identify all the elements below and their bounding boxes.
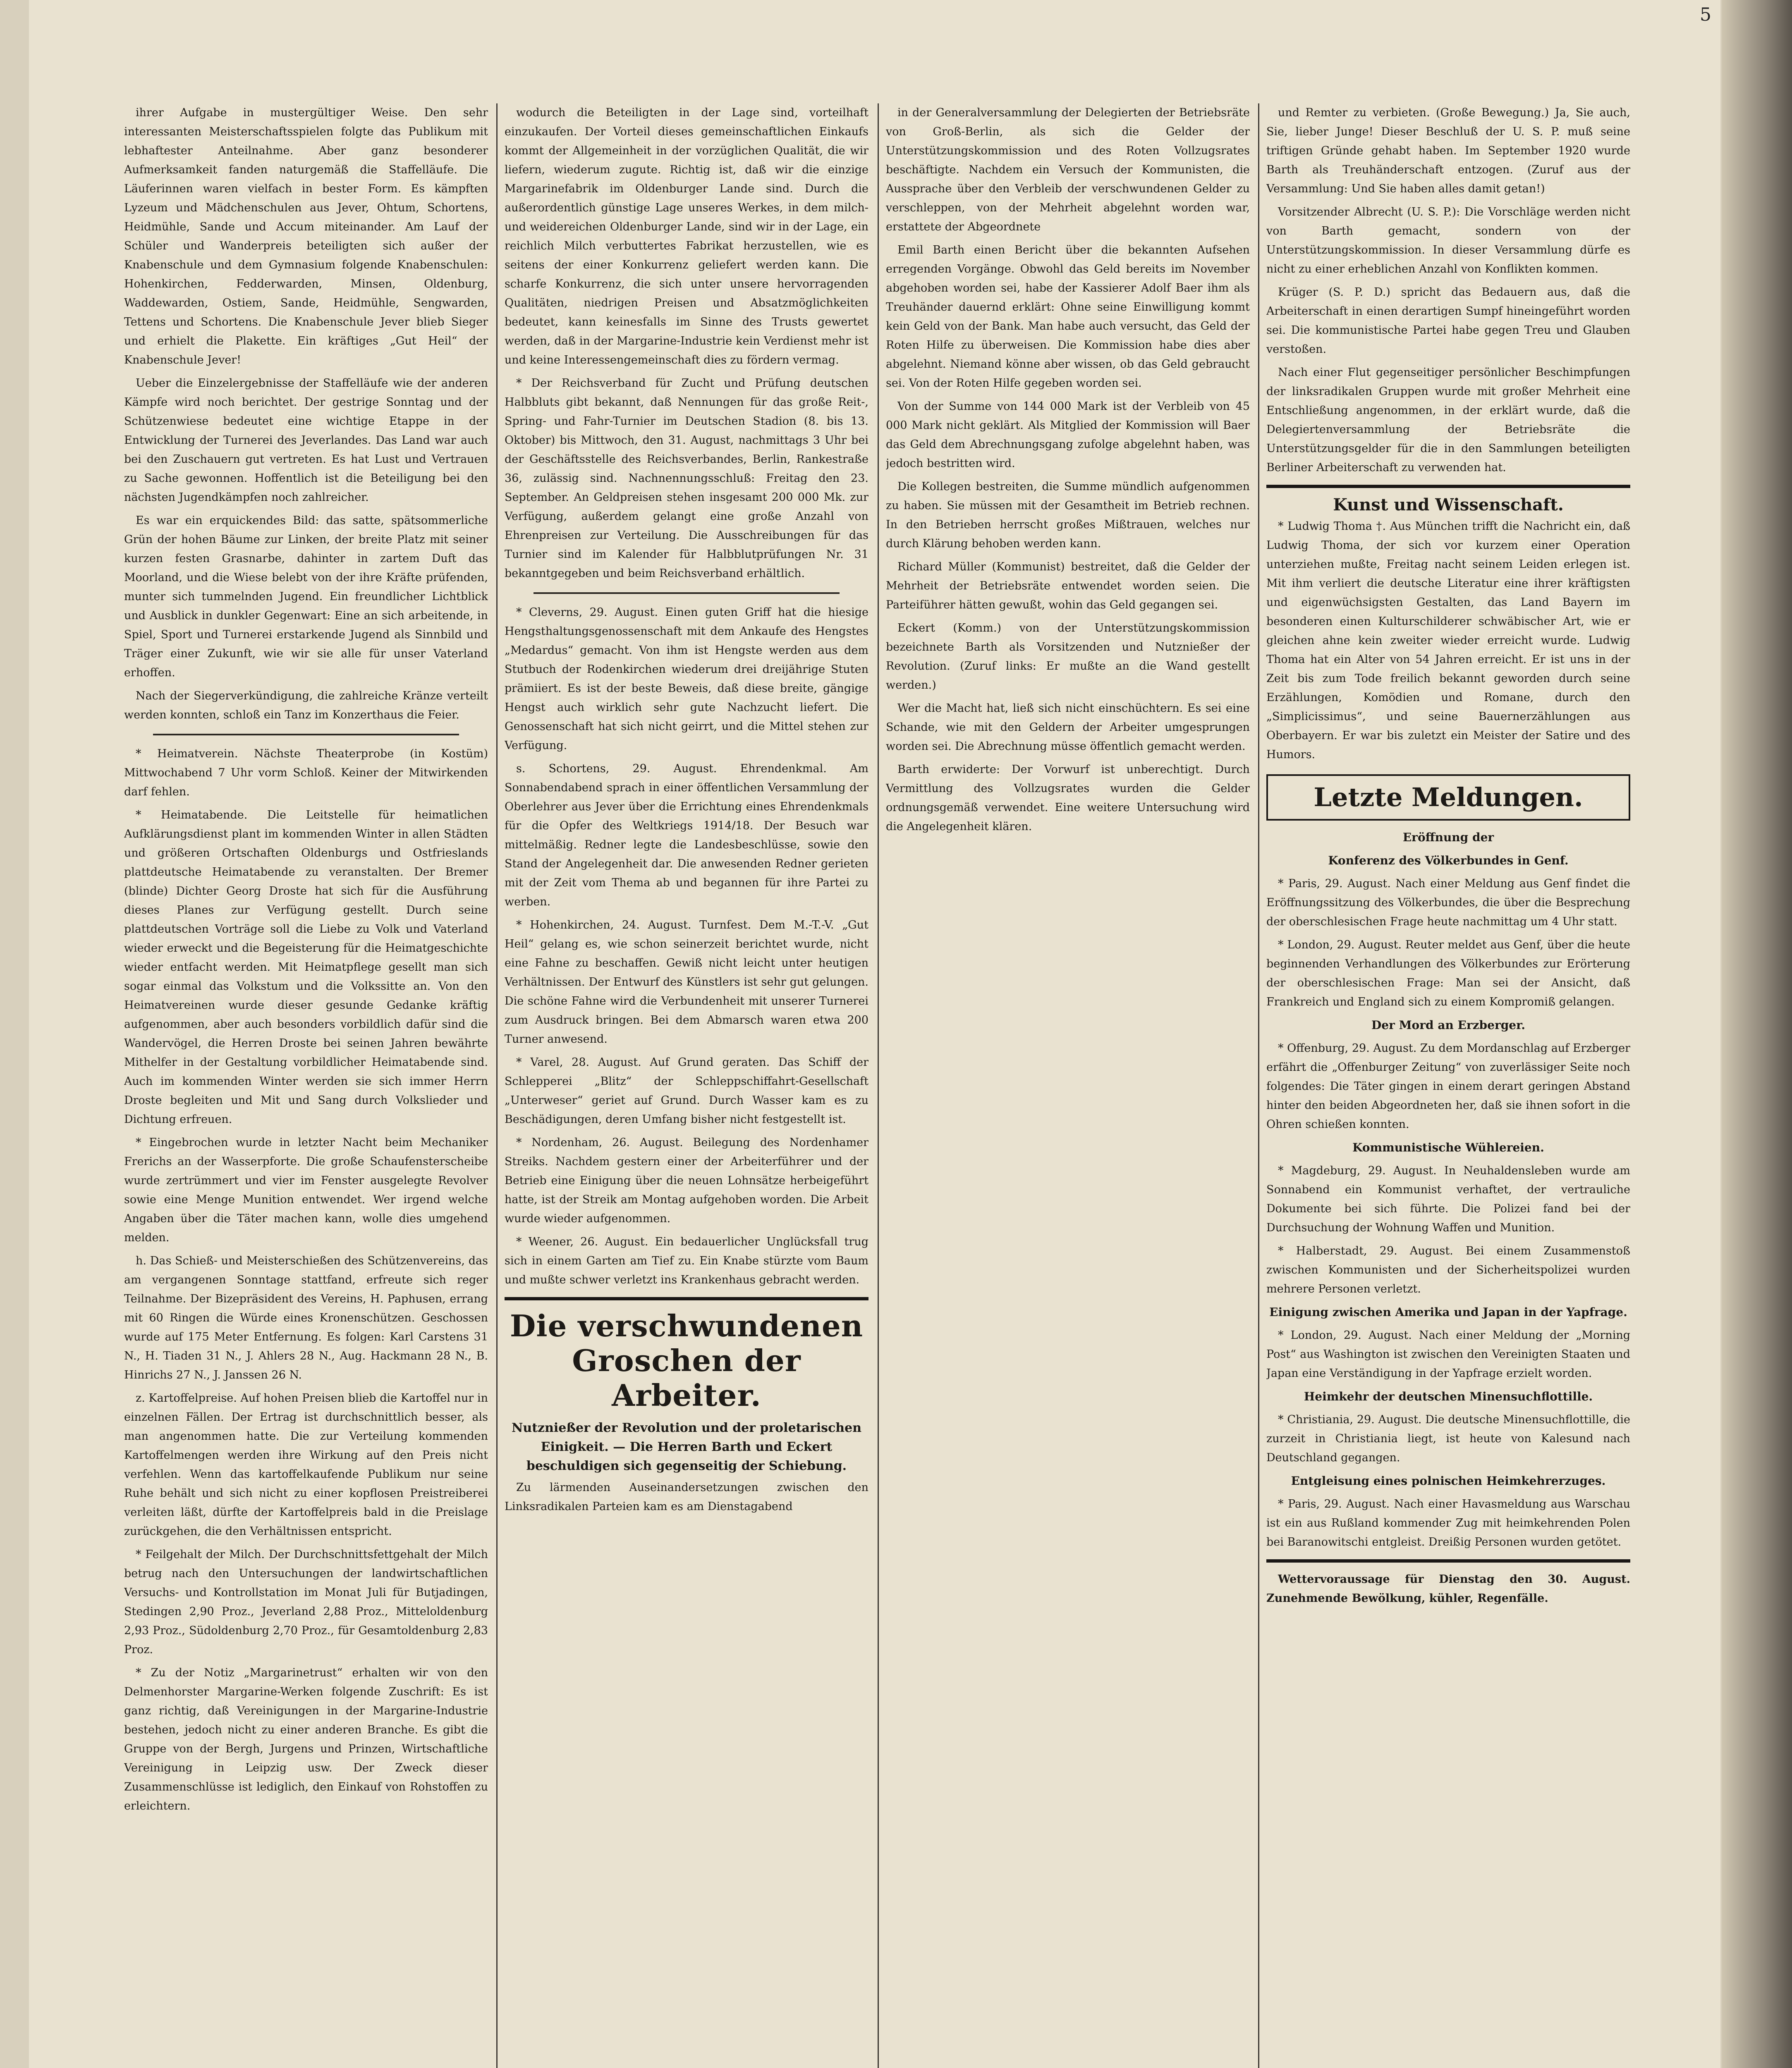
column-divider	[496, 103, 498, 2068]
article-text: Nach einer Flut gegenseitiger persönlicher Beschimpfungen der linksradikalen Gruppen wurde mit großer Mehrheit eine Entschließung angenommen, in der erklärt wurde, daß die Delegiertenversammlung der Betriebsräte die Unterstützungsgelder für die in den Sammlungen beteiligten Berliner Arbeiterschaft zu verwenden hat.	[1266, 366, 1630, 474]
weather-forecast: Wettervoraussage für Dienstag den 30. August. Zunehmende Bewölkung, kühler, Regenfälle.	[1266, 1573, 1630, 1605]
local-news-item: * Cleverns, 29. August. Einen guten Griff hat die hiesige Hengsthaltungsgenossenschaft mit dem Ankaufe des Hengstes „Medardus“ gemacht. Von ihm ist Hengste werden aus dem Stutbuch der Rodenkirchen wiederum drei dreijährige Stuten prämiiert. Es ist der beste Beweis, daß diese breite, gängige Hengst auch wirklich sehr gute Nachzucht liefert. Die Genossenschaft hat sich nicht geirrt, und die Mittel stehen zur Verfügung.	[505, 606, 868, 752]
latest-news-heading: Letzte Meldungen.	[1266, 774, 1630, 821]
divider	[1266, 1559, 1630, 1563]
local-news-item: * Eingebrochen wurde in letzter Nacht beim Mechaniker Frerichs an der Wasserpforte. Die große Schaufensterscheibe wurde zertrümmert und vier im Fenster ausgelegte Revolver sowie eine Menge Munition entwendet. Wer irgend welche Angaben über die Täter machen kann, wolle dies umgehend melden.	[124, 1136, 488, 1244]
divider	[505, 1297, 868, 1300]
news-item: * Halberstadt, 29. August. Bei einem Zusammenstoß zwischen Kommunisten und der Sicherheitspolizei wurden mehrere Personen verletzt.	[1266, 1245, 1630, 1295]
news-subheading: Entgleisung eines polnischen Heimkehrerzuges.	[1291, 1474, 1606, 1488]
column-2	[505, 103, 868, 2068]
section-heading: Kunst und Wissenschaft.	[1333, 495, 1564, 515]
local-news-item: * Hohenkirchen, 24. August. Turnfest. Dem M.-T.-V. „Gut Heil“ gelang es, wie schon seinerzeit berichtet wurde, nicht eine Fahne zu beschaffen. Gewiß nicht leicht unter heutigen Verhältnissen. Der Entwurf des Künstlers ist sehr gut gelungen. Die schöne Fahne wird die Verbundenheit mit unserer Turnerei zum Ausdruck bringen. Bei dem Abmarsch waren etwa 200 Turner anwesend.	[505, 919, 868, 1046]
article-text: Von der Summe von 144 000 Mark ist der Verbleib von 45 000 Mark nicht geklärt. Als Mitglied der Kommission will Baer das Geld dem Abrechnungsgang zufolge abgelehnt haben, was jedoch bestritten wird.	[886, 400, 1250, 470]
column-1	[124, 103, 488, 2068]
article-text: Vorsitzender Albrecht (U. S. P.): Die Vorschläge werden nicht von Barth gemacht, sondern von der Unterstützungskommission. In dieser Versammlung dürfe es nicht zu einer erheblichen Anzahl von Konflikten kommen.	[1266, 206, 1630, 275]
article-text: wodurch die Beteiligten in der Lage sind, vorteilhaft einzukaufen. Der Vorteil dieses gemeinschaftlichen Einkaufs kommt der Allgemeinheit in der vorzüglichen Qualität, die wir liefern, wiederum zugute. Richtig ist, daß wir die einzige Margarinefabrik im Oldenburger Lande sind. Durch die außerordentlich günstige Lage unseres Werkes, in dem milch- und weidereichen Oldenburger Lande, sind wir in der Lage, ein reichlich Milch verbuttertes Fabrikat herzustellen, wie es seitens der einer Konkurrenz geliefert werden kann. Die scharfe Konkurrenz, die sich unter unsere hervorragenden Qualitäten, niedrigen Preisen und Absatzmöglichkeiten bedeutet, kann keinesfalls im Sinne des Trusts gewertet werden, daß in der Margarine-Industrie kein Verdienst mehr ist und keine Interessengemeinschaft dies zu fördern vermag.	[505, 106, 868, 366]
local-news-item: * Nordenham, 26. August. Beilegung des Nordenhamer Streiks. Nachdem gestern einer der Arbeiterführer und der Betrieb eine Einigung über die neuen Lohnsätze herbeigeführt hatte, ist der Streik am Montag aufgehoben worden. Die Arbeit wurde wieder aufgenommen.	[505, 1136, 868, 1225]
local-news-item: * Feilgehalt der Milch. Der Durchschnittsfettgehalt der Milch betrug nach den Untersuchungen der landwirtschaftlichen Versuchs- und Kontrollstation im Monat Juli für Butjadingen, Stedingen 2,90 Proz., Jeverland 2,88 Proz., Mitteloldenburg 2,93 Proz., Südoldenburg 2,70 Proz., für Gesamtoldenburg 2,83 Proz.	[124, 1548, 488, 1656]
local-news-item: * Der Reichsverband für Zucht und Prüfung deutschen Halbbluts gibt bekannt, daß Nennungen für das große Reit-, Spring- und Fahr-Turnier im Deutschen Stadion (8. bis 13. Oktober) bis Mittwoch, den 31. August, nachmittags 3 Uhr bei der Geschäftsstelle des Reichsverbandes, Berlin, Rankestraße 36, zulässig sind. Nachnennungsschluß: Freitag den 23. September. An Geldpreisen stehen insgesamt 200 000 Mk. zur Verfügung, außerdem gelangt eine große Anzahl von Ehrenpreisen zur Verteilung. Die Ausschreibungen für das Turnier sind im Kalender für Halbblutprüfungen Nr. 31 bekanntgegeben und beim Reichsverband erhältlich.	[505, 377, 868, 580]
news-item: * Magdeburg, 29. August. In Neuhaldensleben wurde am Sonnabend ein Kommunist verhaftet, der vertrauliche Dokumente bei sich führte. Die Polizei fand bei der Durchsuchung der Wohnung Waffen und Munition.	[1266, 1164, 1630, 1234]
column-divider	[878, 103, 879, 2068]
news-item: * Christiania, 29. August. Die deutsche Minensuchflottille, die zurzeit in Christiania liegt, ist heute von Kalesund nach Deutschland gegangen.	[1266, 1413, 1630, 1464]
column-3	[886, 103, 1250, 2068]
article-text: Richard Müller (Kommunist) bestreitet, daß die Gelder der Mehrheit der Betriebsräte entwendet worden seien. Die Parteiführer hätten gewußt, wohin das Geld gegangen sei.	[886, 560, 1250, 611]
news-item: * London, 29. August. Nach einer Meldung der „Morning Post“ aus Washington ist zwischen den Vereinigten Staaten und Japan eine Verständigung in der Yapfrage erzielt worden.	[1266, 1329, 1630, 1380]
article-text: ihrer Aufgabe in mustergültiger Weise. Den sehr interessanten Meisterschaftsspielen folgte das Publikum mit lebhaftester Anteilnahme. Aber ganz besonderer Aufmerksamkeit fanden naturgemäß die Staffelläufe. Die Läuferinnen waren vielfach in bester Form. Es kämpften Lyzeum und Mädchenschulen aus Jever, Ohtum, Schortens, Heidmühle, Sande und Accum miteinander. Am Lauf der Schüler und Wanderpreis beteiligten sich außer der Knabenschule und dem Gymnasium folgende Knabenschulen: Hohenkirchen, Fedderwarden, Minsen, Oldenburg, Waddewarden, Ostiem, Sande, Heidmühle, Sengwarden, Tettens und Schortens. Die Knabenschule Jever blieb Sieger und erhielt die Plakette. Ein kräftiges „Gut Heil“ der Knabenschule Jever!	[124, 106, 488, 366]
article-text: Emil Barth einen Bericht über die bekannten Aufsehen erregenden Vorgänge. Obwohl das Geld bereits im November abgehoben worden sei, habe der Kassierer Adolf Baer ihm als Treuhänder dauernd erklärt: Ohne seine Einwilligung kommt kein Geld von der Bank. Man habe auch versucht, das Geld der Roten Hilfe zu überweisen. Die Kommission habe dies aber abgelehnt. Niemand könne aber wissen, ob das Geld gebraucht sei. Von der Roten Hilfe gegeben worden sei.	[886, 244, 1250, 390]
local-news-item: * Heimatabende. Die Leitstelle für heimatlichen Aufklärungsdienst plant im kommenden Winter in allen Städten und größeren Ortschaften Oldenburgs und Ostfrieslands plattdeutsche Heimatabende zu veranstalten. Der Bremer (blinde) Dichter Georg Droste hat sich für die Ausführung dieses Planes zur Verfügung gestellt. Durch seine plattdeutschen Vorträge soll die Liebe zu Volk und Vaterland wieder erweckt und die Begeisterung für die Heimatgeschichte wieder entfacht werden. Mit Heimatpflege gesellt man sich sogar einmal das Volkstum und die Volkssitte an. Von den Heimatvereinen wurde dieser gesunde Gedanke kräftig aufgenommen, aber auch besonders vorbildlich dafür sind die Wandervögel, die Herren Droste bei seinen Jahren bewährte Mithelfer in der Gestaltung vorbildlicher Heimatabende sind. Auch im kommenden Winter werden sie sich immer Herrn Droste begleiten und Mit und Sang durch Volkslieder und Dichtung erfreuen.	[124, 809, 488, 1126]
column-divider	[1258, 103, 1259, 2068]
news-subheading: Einigung zwischen Amerika und Japan in der Yapfrage.	[1269, 1305, 1627, 1319]
article-text: Ueber die Einzelergebnisse der Staffelläufe wie der anderen Kämpfe wird noch berichtet. Der gestrige Sonntag und der Schützenwiese bedeutet eine wichtige Etappe in der Entwicklung der Turnerei des Jeverlandes. Das Land war auch bei den Zuschauern gut vertreten. Es hat Lust und Vertrauen zu Sache gewonnen. Hoffentlich ist die Beteiligung bei den nächsten Jugendkämpfen noch zahlreicher.	[124, 377, 488, 504]
news-subheading: Konferenz des Völkerbundes in Genf.	[1328, 854, 1569, 867]
article-subheadline: Nutznießer der Revolution und der proletarischen Einigkeit. — Die Herren Barth und Eckert beschuldigen sich gegenseitig der Schiebung.	[511, 1421, 862, 1473]
newspaper-page	[29, 0, 1720, 2068]
local-news-item: * Varel, 28. August. Auf Grund geraten. Das Schiff der Schlepperei „Blitz“ der Schleppschiffahrt-Gesellschaft „Unterweser“ geriet auf Grund. Durch Wasser kam es zu Beschädigungen, deren Umfang bisher nicht festgestellt ist.	[505, 1056, 868, 1126]
article-text: und Remter zu verbieten. (Große Bewegung.) Ja, Sie auch, Sie, lieber Junge! Dieser Beschluß der U. S. P. muß seine triftigen Gründe gehabt haben. Im September 1920 wurde Barth als Treuhänderschaft entzogen. (Zuruf aus der Versammlung: Und Sie haben alles damit getan!)	[1266, 106, 1630, 195]
article-headline: Die verschwundenen Groschen der Arbeiter.	[510, 1308, 864, 1413]
divider	[1266, 485, 1630, 488]
local-news-item: * Weener, 26. August. Ein bedauerlicher Unglücksfall trug sich in einem Garten am Tief zu. Ein Knabe stürzte vom Baum und mußte schwer verletzt ins Krankenhaus gebracht werden.	[505, 1235, 868, 1286]
article-text: Barth erwiderte: Der Vorwurf ist unberechtigt. Durch Vermittlung des Vollzugsrates wurden die Gelder ordnungsgemäß verwendet. Eine weitere Untersuchung wird die Angelegenheit klären.	[886, 763, 1250, 833]
news-subheading: Der Mord an Erzberger.	[1371, 1018, 1526, 1032]
news-subheading: Heimkehr der deutschen Minensuchflottille.	[1304, 1390, 1593, 1403]
local-news-item: z. Kartoffelpreise. Auf hohen Preisen blieb die Kartoffel nur in einzelnen Fällen. Der Ertrag ist durchschnittlich besser, als man angenommen hatte. Die zur Verteilung kommenden Kartoffelmengen werden ihre Wirkung auf den Preis nicht verfehlen. Wenn das kartoffelkaufende Publikum nur seine Ruhe behält und sich nicht zu einer kopflosen Preistreiberei verleiten läßt, dürfte der Kartoffelpreis bald in die Preislage zurückgehen, die den Verhältnissen entspricht.	[124, 1392, 488, 1538]
local-news-item: * Heimatverein. Nächste Theaterprobe (in Kostüm) Mittwochabend 7 Uhr vorm Schloß. Keiner der Mitwirkenden darf fehlen.	[124, 747, 488, 798]
local-news-item: h. Das Schieß- und Meisterschießen des Schützenvereins, das am vergangenen Sonntage stattfand, erfreute sich reger Teilnahme. Der Bizepräsident des Vereins, H. Paphusen, errang mit 60 Ringen die Würde eines Kronenschützen. Geschossen wurde auf 175 Meter Entfernung. Es folgen: Karl Carstens 31 N., H. Tiaden 31 N., J. Ahlers 28 N., Aug. Hackmann 28 N., B. Hinrichs 27 N., J. Janssen 26 N.	[124, 1254, 488, 1381]
article-text: Wer die Macht hat, ließ sich nicht einschüchtern. Es sei eine Schande, wie mit den Geldern der Arbeiter umgesprungen worden sei. Die Abrechnung müsse öffentlich gemacht werden.	[886, 702, 1250, 753]
article-text: * Ludwig Thoma †. Aus München trifft die Nachricht ein, daß Ludwig Thoma, der sich vor kurzem einer Operation unterziehen mußte, Freitag nacht seinem Leiden erlegen ist. Mit ihm verliert die deutsche Literatur eine ihrer kräftigsten und eigenwüchsigsten Gestalten, das Land Bayern im besonderen einen Kulturschilderer schwäbischer Art, wie er gleichen ahne kein zweiter wieder erreicht wurde. Ludwig Thoma hat ein Alter von 54 Jahren erreicht. Er ist uns in der Zeit bis zum Tode freilich bekannt geworden durch seine Erzählungen, Komödien und Romane, durch den „Simplicissimus“, und seine Bauernerzählungen aus Oberbayern. Er war bis zuletzt ein Meister der Satire und des Humors.	[1266, 520, 1630, 761]
news-item: * London, 29. August. Reuter meldet aus Genf, über die heute beginnenden Verhandlungen des Völkerbundes zur Erörterung der oberschlesischen Frage: Man sei der Ansicht, daß Frankreich und England sich zu einem Kompromiß gelangen.	[1266, 938, 1630, 1008]
local-news-item: s. Schortens, 29. August. Ehrendenkmal. Am Sonnabendabend sprach in einer öffentlichen Versammlung der Oberlehrer aus Jever über die Errichtung eines Ehrendenkmals für die Opfer des Weltkriegs 1914/18. Der Besuch war mittelmäßig. Redner legte die Landesbeschlüsse, sowie den Stand der Angelegenheit dar. Die anwesenden Redner gerieten mit der Zeit vom Thema ab und begannen für ihre Partei zu werben.	[505, 762, 868, 908]
page-number: 5	[1700, 4, 1711, 25]
page-edge-shadow	[1722, 0, 1792, 2068]
article-text: Es war ein erquickendes Bild: das satte, spätsommerliche Grün der hohen Bäume zur Linken, der breite Platz mit seiner kurzen festen Grasnarbe, dahinter in zartem Duft das Moorland, und die Wiese belebt von der ihre Kräfte prüfenden, munter sich tummelnden Jugend. Ein freundlicher Lichtblick und Ausblick in dunkler Gegenwart: Eine an sich arbeitende, in Spiel, Sport und Turnerei erstarkende Jugend als Sinnbild und Träger einer Zukunft, wie wir sie alle für unser Vaterland erhoffen.	[124, 514, 488, 679]
divider	[534, 592, 840, 594]
column-4	[1266, 103, 1630, 2068]
news-subheading: Eröffnung der	[1402, 831, 1494, 844]
divider	[153, 734, 459, 735]
local-news-item: * Zu der Notiz „Margarinetrust“ erhalten wir von den Delmenhorster Margarine-Werken folgende Zuschrift: Es ist ganz richtig, daß Vereinigungen in der Margarine-Industrie bestehen, jedoch nicht zu einer anderen Branche. Es gibt die Gruppe von der Bergh, Jurgens und Prinzen, Wirtschaftliche Vereinigung in Leipzig usw. Der Zweck dieser Zusammenschlüsse ist lediglich, den Einkauf von Rohstoffen zu erleichtern.	[124, 1666, 488, 1812]
news-item: * Paris, 29. August. Nach einer Meldung aus Genf findet die Eröffnungssitzung des Völkerbundes, die über die Besprechung der oberschlesischen Frage heute nachmittag um 4 Uhr statt.	[1266, 877, 1630, 928]
article-text: Die Kollegen bestreiten, die Summe mündlich aufgenommen zu haben. Sie müssen mit der Gesamtheit im Betrieb rechnen. In den Betrieben herrscht großes Mißtrauen, welches nur durch Klärung behoben werden kann.	[886, 480, 1250, 550]
news-item: * Offenburg, 29. August. Zu dem Mordanschlag auf Erzberger erfährt die „Offenburger Zeitung“ von zuverlässiger Seite noch folgendes: Die Täter gingen in einem derart geringen Abstand hinter den beiden Abgeordneten her, daß sie ihnen sofort in die Ohren schießen konnten.	[1266, 1042, 1630, 1131]
news-item: * Paris, 29. August. Nach einer Havasmeldung aus Warschau ist ein aus Rußland kommender Zug mit heimkehrenden Polen bei Baranowitschi entgleist. Dreißig Personen wurden getötet.	[1266, 1498, 1630, 1549]
article-text: Zu lärmenden Auseinandersetzungen zwischen den Linksradikalen Parteien kam es am Dienstagabend	[505, 1481, 868, 1513]
article-text: in der Generalversammlung der Delegierten der Betriebsräte von Groß-Berlin, als sich die Gelder der Unterstützungskommission und des Roten Vollzugsrates beschäftigte. Nachdem ein Versuch der Kommunisten, die Aussprache über den Verbleib der verschwundenen Gelder zu verschleppen, von der Mehrheit abgelehnt worden war, erstattete der Abgeordnete	[886, 106, 1250, 233]
article-text: Eckert (Komm.) von der Unterstützungskommission bezeichnete Barth als Vorsitzenden und Nutznießer der Revolution. (Zuruf links: Er mußte an die Wand gestellt werden.)	[886, 622, 1250, 692]
article-text: Krüger (S. P. D.) spricht das Bedauern aus, daß die Arbeiterschaft in einen derartigen Sumpf hineingeführt worden sei. Die kommunistische Partei habe gegen Treu und Glauben verstoßen.	[1266, 286, 1630, 356]
article-text: Nach der Siegerverkündigung, die zahlreiche Kränze verteilt werden konnten, schloß ein Tanz im Konzerthaus die Feier.	[124, 689, 488, 721]
news-subheading: Kommunistische Wühlereien.	[1352, 1141, 1544, 1154]
